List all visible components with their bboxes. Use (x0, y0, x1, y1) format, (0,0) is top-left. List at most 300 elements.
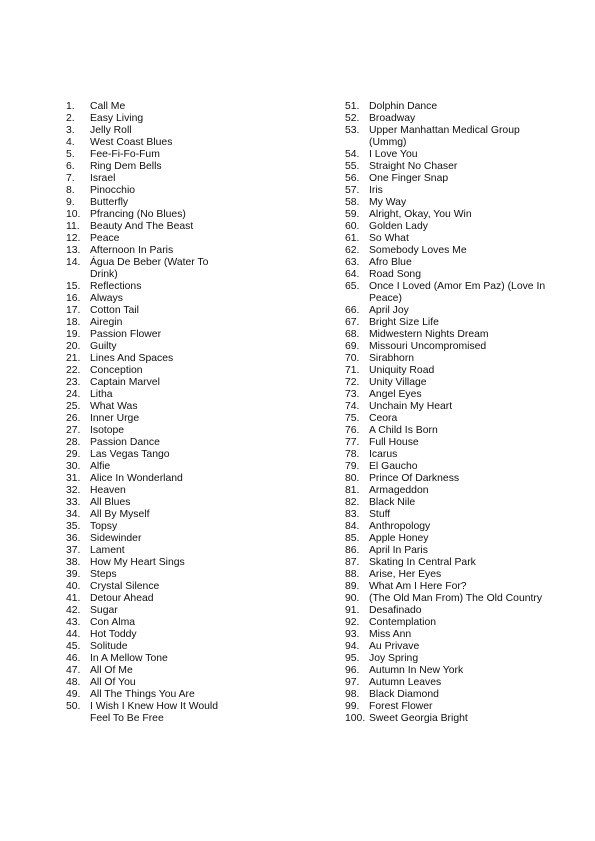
list-item (345, 617, 560, 629)
list-item-title: Alright, Okay, You Win (369, 209, 472, 220)
list-item-number: 44. (66, 629, 81, 640)
list-item (66, 677, 266, 689)
list-item-title: Heaven (90, 485, 126, 496)
list-item-title: Peace (90, 233, 120, 244)
list-item-number: 65. (345, 281, 360, 292)
list-item (345, 389, 560, 401)
list-item (345, 473, 560, 485)
list-item-title: Crystal Silence (90, 581, 160, 592)
list-item-title: All The Things You Are (90, 689, 195, 700)
list-item (345, 113, 560, 125)
list-item-number: 76. (345, 425, 360, 436)
list-item-number: 23. (66, 377, 81, 388)
list-item (345, 425, 560, 437)
list-item (345, 641, 560, 653)
list-item-number: 69. (345, 341, 360, 352)
list-item-title: Black Nile (369, 497, 416, 508)
list-item-title: Lament (90, 545, 125, 556)
list-item (345, 365, 560, 377)
list-item-number: 75. (345, 413, 360, 424)
list-item-number: 32. (66, 485, 81, 496)
list-item (66, 137, 266, 149)
list-item-number: 53. (345, 125, 360, 136)
list-item (345, 533, 560, 545)
list-item-number: 37. (66, 545, 81, 556)
list-item-title: Israel (90, 173, 116, 184)
list-item (66, 353, 266, 365)
list-item-title: So What (369, 233, 409, 244)
list-item-title: Isotope (90, 425, 125, 436)
list-item (345, 317, 560, 329)
list-item-number: 22. (66, 365, 81, 376)
list-item-title: Água De Beber (Water To Drink) (90, 257, 209, 280)
list-item-title: Reflections (90, 281, 142, 292)
list-item-title: What Am I Here For? (369, 581, 467, 592)
list-item-title: Skating In Central Park (369, 557, 476, 568)
list-item-number: 90. (345, 593, 360, 604)
list-item (66, 401, 266, 413)
list-item-title: Conception (90, 365, 143, 376)
list-item (66, 281, 266, 293)
list-item (66, 377, 266, 389)
list-item-title: Anthropology (369, 521, 431, 532)
list-item (345, 125, 560, 149)
list-item-number: 78. (345, 449, 360, 460)
list-item-number: 41. (66, 593, 81, 604)
list-item (66, 413, 266, 425)
list-item (345, 353, 560, 365)
list-item-number: 70. (345, 353, 360, 364)
list-item-number: 66. (345, 305, 360, 316)
list-item-number: 83. (345, 509, 360, 520)
list-item-title: My Way (369, 197, 407, 208)
list-item (66, 437, 266, 449)
list-item-title: Iris (369, 185, 383, 196)
list-item-title: Apple Honey (369, 533, 429, 544)
list-item-title: Always (90, 293, 123, 304)
list-item (66, 329, 266, 341)
list-item-title: Pfrancing (No Blues) (90, 209, 186, 220)
list-item-number: 96. (345, 665, 360, 676)
list-item-number: 36. (66, 533, 81, 544)
list-item-number: 25. (66, 401, 81, 412)
list-item-title: I Love You (369, 149, 418, 160)
list-item-title: El Gaucho (369, 461, 418, 472)
list-item (345, 653, 560, 665)
list-item-title: Easy Living (90, 113, 144, 124)
list-item-number: 98. (345, 689, 360, 700)
list-item-title: Ceora (369, 413, 398, 424)
list-item (345, 629, 560, 641)
list-item-title: Autumn Leaves (369, 677, 442, 688)
list-item-title: All Of You (90, 677, 136, 688)
list-item-title: Detour Ahead (90, 593, 154, 604)
list-item-title: How My Heart Sings (90, 557, 185, 568)
list-item (66, 617, 266, 629)
list-item-title: Hot Toddy (90, 629, 137, 640)
list-item-number: 64. (345, 269, 360, 280)
list-item-number: 100. (345, 713, 366, 724)
list-item (66, 197, 266, 209)
list-item-number: 2. (66, 113, 75, 124)
list-item (345, 701, 560, 713)
list-item-number: 40. (66, 581, 81, 592)
list-item-number: 24. (66, 389, 81, 400)
list-item-title: Con Alma (90, 617, 136, 628)
list-item (345, 461, 560, 473)
list-item-number: 34. (66, 509, 81, 520)
list-item-number: 68. (345, 329, 360, 340)
list-item (345, 581, 560, 593)
list-item-number: 11. (66, 221, 80, 232)
list-item-number: 35. (66, 521, 81, 532)
list-item (66, 221, 266, 233)
list-item-number: 30. (66, 461, 81, 472)
list-item-number: 89. (345, 581, 360, 592)
list-item-title: All By Myself (90, 509, 150, 520)
list-item-title: Afro Blue (369, 257, 412, 268)
list-item-number: 59. (345, 209, 360, 220)
list-item (66, 461, 266, 473)
list-item-number: 93. (345, 629, 360, 640)
list-item-number: 5. (66, 149, 75, 160)
list-item (345, 173, 560, 185)
list-item (66, 473, 266, 485)
list-item-number: 12. (66, 233, 81, 244)
list-item-number: 14. (66, 257, 81, 268)
list-item (66, 557, 266, 569)
list-item (345, 665, 560, 677)
list-item (66, 665, 266, 677)
list-item-number: 17. (66, 305, 81, 316)
list-item (345, 605, 560, 617)
list-item-title: Autumn In New York (369, 665, 464, 676)
list-item-number: 67. (345, 317, 360, 328)
list-item-title: Broadway (369, 113, 416, 124)
list-item (345, 713, 560, 725)
list-item-number: 62. (345, 245, 360, 256)
list-item-title: Litha (90, 389, 113, 400)
list-item-number: 82. (345, 497, 360, 508)
list-item-number: 81. (345, 485, 360, 496)
list-item-number: 48. (66, 677, 81, 688)
list-item (66, 605, 266, 617)
list-item-title: Miss Ann (369, 629, 412, 640)
list-item-title: Pinocchio (90, 185, 136, 196)
list-item-title: Contemplation (369, 617, 437, 628)
list-item (66, 533, 266, 545)
list-item (66, 701, 266, 725)
list-item (66, 185, 266, 197)
list-item (345, 257, 560, 269)
list-item-title: Arise, Her Eyes (369, 569, 442, 580)
list-item-title: Cotton Tail (90, 305, 139, 316)
list-item-title: Stuff (369, 509, 391, 520)
list-item-title: Golden Lady (369, 221, 428, 232)
list-item-title: Solitude (90, 641, 128, 652)
list-item-title: Bright Size Life (369, 317, 439, 328)
list-item-number: 6. (66, 161, 75, 172)
list-item-title: Armageddon (369, 485, 429, 496)
list-item-number: 58. (345, 197, 360, 208)
list-item-title: Straight No Chaser (369, 161, 458, 172)
list-item-number: 19. (66, 329, 81, 340)
list-item-number: 46. (66, 653, 81, 664)
list-item-number: 71. (345, 365, 360, 376)
list-item-title: Once I Loved (Amor Em Paz) (Love In Peace) (369, 281, 546, 304)
list-item-title: Angel Eyes (369, 389, 422, 400)
list-item-number: 95. (345, 653, 360, 664)
list-item (345, 101, 560, 113)
list-item-title: April Joy (369, 305, 409, 316)
list-item-number: 52. (345, 113, 360, 124)
list-item-number: 1. (66, 101, 75, 112)
list-item-title: Road Song (369, 269, 421, 280)
list-item-title: A Child Is Born (369, 425, 438, 436)
list-item-title: All Of Me (90, 665, 133, 676)
list-item-title: Sidewinder (90, 533, 142, 544)
list-item-number: 85. (345, 533, 360, 544)
song-list-right-column (345, 101, 560, 725)
list-item-number: 72. (345, 377, 360, 388)
list-item-title: Unity Village (369, 377, 427, 388)
list-item-title: West Coast Blues (90, 137, 173, 148)
list-item (345, 149, 560, 161)
list-item (345, 449, 560, 461)
list-item-title: Sugar (90, 605, 118, 616)
list-item (66, 113, 266, 125)
list-item-number: 79. (345, 461, 360, 472)
list-item (66, 365, 266, 377)
list-item (345, 185, 560, 197)
list-item (66, 581, 266, 593)
list-item (66, 545, 266, 557)
list-item-number: 31. (66, 473, 81, 484)
list-item-number: 8. (66, 185, 75, 196)
list-item-number: 9. (66, 197, 75, 208)
list-item-title: Desafinado (369, 605, 422, 616)
list-item-title: April In Paris (369, 545, 428, 556)
list-item-number: 4. (66, 137, 75, 148)
list-item-title: Fee-Fi-Fo-Fum (90, 149, 160, 160)
list-item-title: Lines And Spaces (90, 353, 174, 364)
list-item-title: Guilty (90, 341, 117, 352)
list-item-title: What Was (90, 401, 138, 412)
list-item (66, 101, 266, 113)
list-item-title: Ring Dem Bells (90, 161, 162, 172)
list-item-number: 60. (345, 221, 360, 232)
list-item-title: One Finger Snap (369, 173, 449, 184)
list-item-number: 3. (66, 125, 75, 136)
list-item-number: 39. (66, 569, 81, 580)
list-item-number: 33. (66, 497, 81, 508)
list-item (345, 305, 560, 317)
list-item (66, 257, 266, 281)
list-item-number: 80. (345, 473, 360, 484)
list-item-title: Las Vegas Tango (90, 449, 170, 460)
list-item (66, 209, 266, 221)
list-item (345, 437, 560, 449)
list-item-title: In A Mellow Tone (90, 653, 168, 664)
list-item-number: 47. (66, 665, 81, 676)
list-item-number: 77. (345, 437, 360, 448)
list-item-number: 99. (345, 701, 360, 712)
list-item (345, 497, 560, 509)
list-item (66, 425, 266, 437)
list-item-number: 38. (66, 557, 81, 568)
list-item-number: 29. (66, 449, 81, 460)
list-item (345, 269, 560, 281)
list-item (66, 509, 266, 521)
list-item (66, 449, 266, 461)
list-item (345, 689, 560, 701)
list-item (345, 413, 560, 425)
list-item-number: 42. (66, 605, 81, 616)
list-item-number: 91. (345, 605, 360, 616)
list-item-title: Sweet Georgia Bright (369, 713, 468, 724)
list-item-number: 94. (345, 641, 360, 652)
list-item (345, 233, 560, 245)
list-item (345, 341, 560, 353)
list-item-number: 88. (345, 569, 360, 580)
list-item-title: Icarus (369, 449, 398, 460)
list-item-number: 84. (345, 521, 360, 532)
list-item-number: 74. (345, 401, 360, 412)
list-item (345, 509, 560, 521)
list-item-number: 26. (66, 413, 81, 424)
list-item-number: 13. (66, 245, 81, 256)
list-item (66, 125, 266, 137)
list-item-title: Au Privave (369, 641, 420, 652)
list-item (66, 521, 266, 533)
list-item-number: 57. (345, 185, 360, 196)
list-item-number: 7. (66, 173, 75, 184)
list-item (345, 197, 560, 209)
list-item (345, 569, 560, 581)
list-item-title: Topsy (90, 521, 118, 532)
list-item-title: Butterfly (90, 197, 129, 208)
list-item-title: All Blues (90, 497, 131, 508)
list-item (66, 245, 266, 257)
list-item (66, 641, 266, 653)
list-item-title: Unchain My Heart (369, 401, 453, 412)
list-item-title: Steps (90, 569, 117, 580)
list-item (345, 593, 560, 605)
list-item (66, 689, 266, 701)
list-item-number: 97. (345, 677, 360, 688)
list-item-title: Prince Of Darkness (369, 473, 460, 484)
list-item (345, 677, 560, 689)
list-item-number: 18. (66, 317, 81, 328)
list-item-title: Inner Urge (90, 413, 140, 424)
list-item (345, 281, 560, 305)
list-item (345, 377, 560, 389)
list-item (345, 557, 560, 569)
list-item (66, 161, 266, 173)
song-list-left-column (66, 101, 266, 725)
list-item (66, 569, 266, 581)
list-item-number: 73. (345, 389, 360, 400)
list-item-number: 87. (345, 557, 360, 568)
list-item (66, 629, 266, 641)
list-item-title: Joy Spring (369, 653, 419, 664)
list-item (66, 149, 266, 161)
list-item-title: Uniquity Road (369, 365, 435, 376)
list-item (66, 653, 266, 665)
list-item-title: (The Old Man From) The Old Country (369, 593, 543, 604)
list-item (66, 293, 266, 305)
list-item-title: Black Diamond (369, 689, 439, 700)
list-item (66, 305, 266, 317)
list-item-number: 49. (66, 689, 81, 700)
list-item-title: Midwestern Nights Dream (369, 329, 489, 340)
list-item-title: Upper Manhattan Medical Group (Ummg) (369, 125, 520, 148)
list-item-title: Afternoon In Paris (90, 245, 174, 256)
list-item (66, 317, 266, 329)
list-item-number: 92. (345, 617, 360, 628)
list-item-number: 86. (345, 545, 360, 556)
list-item-number: 43. (66, 617, 81, 628)
list-item-number: 51. (345, 101, 360, 112)
list-item (66, 173, 266, 185)
list-item-title: Sirabhorn (369, 353, 415, 364)
list-item-number: 63. (345, 257, 360, 268)
list-item-number: 16. (66, 293, 81, 304)
list-item-title: Alice In Wonderland (90, 473, 183, 484)
list-item-title: Passion Dance (90, 437, 160, 448)
list-item (345, 485, 560, 497)
list-item-title: Forest Flower (369, 701, 433, 712)
list-item (345, 161, 560, 173)
list-item-number: 20. (66, 341, 81, 352)
list-item-number: 28. (66, 437, 81, 448)
list-item (345, 401, 560, 413)
list-item-title: I Wish I Knew How It Would Feel To Be Free (90, 701, 219, 724)
list-item-title: Airegin (90, 317, 123, 328)
list-item-title: Passion Flower (90, 329, 162, 340)
list-item (66, 389, 266, 401)
list-item-title: Somebody Loves Me (369, 245, 467, 256)
list-item (66, 233, 266, 245)
list-item (345, 545, 560, 557)
list-item-number: 45. (66, 641, 81, 652)
list-item (345, 221, 560, 233)
list-item (345, 209, 560, 221)
list-item-title: Full House (369, 437, 419, 448)
list-item (345, 521, 560, 533)
list-item (66, 485, 266, 497)
list-item (66, 497, 266, 509)
list-item-number: 21. (66, 353, 81, 364)
list-item-number: 15. (66, 281, 81, 292)
list-item-number: 50. (66, 701, 81, 712)
list-item-number: 10. (66, 209, 81, 220)
list-item-title: Jelly Roll (90, 125, 132, 136)
list-item-number: 27. (66, 425, 81, 436)
list-item-title: Dolphin Dance (369, 101, 438, 112)
list-item-number: 54. (345, 149, 360, 160)
list-item-number: 55. (345, 161, 360, 172)
list-item-title: Alfie (90, 461, 111, 472)
list-item-title: Captain Marvel (90, 377, 160, 388)
list-item-title: Missouri Uncompromised (369, 341, 487, 352)
list-item (66, 341, 266, 353)
list-item (66, 593, 266, 605)
list-item-title: Call Me (90, 101, 126, 112)
list-item (345, 329, 560, 341)
list-item-title: Beauty And The Beast (90, 221, 194, 232)
list-item (345, 245, 560, 257)
